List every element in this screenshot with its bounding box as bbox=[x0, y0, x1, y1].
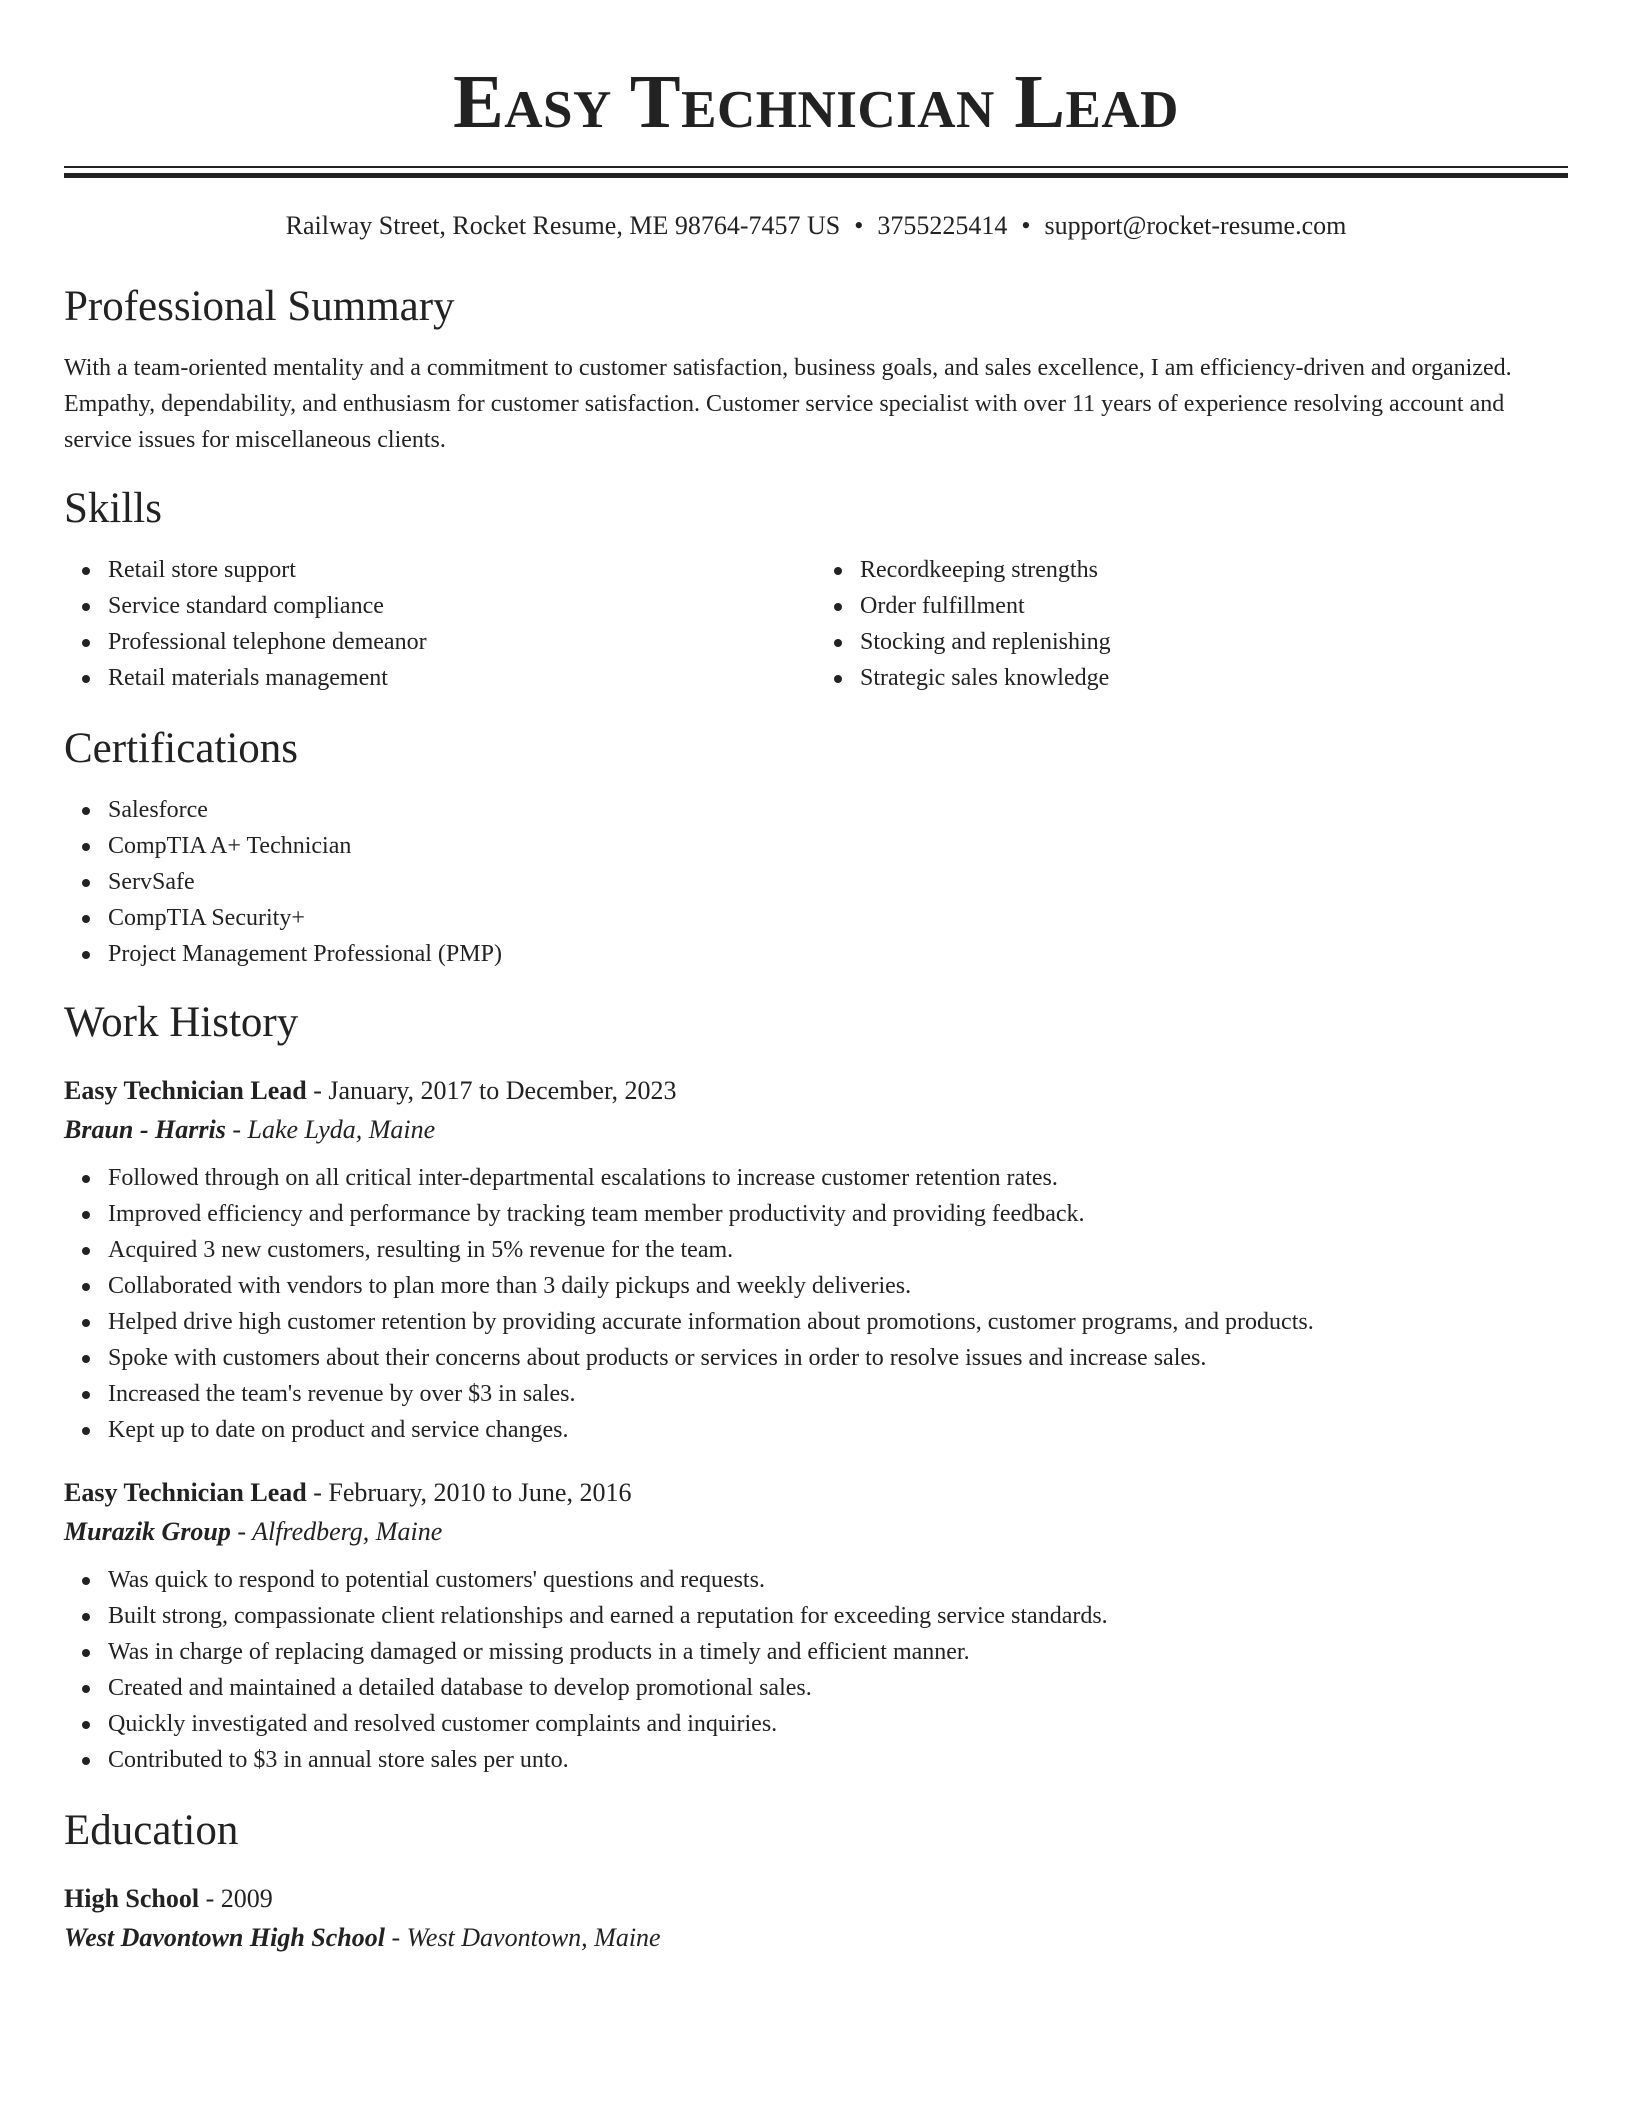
education-degree-line bbox=[64, 1880, 1568, 1918]
skill-item: Order fulfillment bbox=[860, 588, 1568, 624]
skill-item: Service standard compliance bbox=[108, 588, 816, 624]
job-entry bbox=[64, 1072, 1568, 1448]
education-section bbox=[64, 1806, 1568, 1958]
job-duty: Contributed to $3 in annual store sales per unto. bbox=[108, 1742, 1568, 1778]
certifications-section bbox=[64, 724, 1568, 972]
education-year: - 2009 bbox=[199, 1884, 273, 1913]
contact-separator: • bbox=[1021, 211, 1031, 240]
job-title-line bbox=[64, 1072, 1568, 1110]
skills-list-left bbox=[64, 552, 816, 696]
job-duty: Increased the team's revenue by over $3 in sales. bbox=[108, 1376, 1568, 1412]
candidate-name: Easy Technician Lead bbox=[453, 60, 1179, 144]
education-location: - West Davontown, Maine bbox=[384, 1923, 661, 1952]
education-degree: High School bbox=[64, 1884, 200, 1913]
header-divider bbox=[64, 166, 1568, 178]
job-company-line bbox=[64, 1110, 1568, 1150]
job-title-line bbox=[64, 1474, 1568, 1512]
contact-address: Railway Street, Rocket Resume, ME 98764-7457 US bbox=[285, 211, 841, 240]
job-duties-list bbox=[64, 1160, 1568, 1448]
skill-item: Strategic sales knowledge bbox=[860, 660, 1568, 696]
summary-heading: Professional Summary bbox=[64, 283, 455, 330]
skills-section bbox=[64, 484, 1568, 696]
job-duty: Helped drive high customer retention by providing accurate information about promotions, customer programs, and products. bbox=[108, 1304, 1568, 1340]
certifications-list bbox=[64, 792, 1568, 972]
certifications-heading: Certifications bbox=[64, 725, 299, 772]
skill-item: Professional telephone demeanor bbox=[108, 624, 816, 660]
work-history-section bbox=[64, 998, 1568, 1778]
job-company-line bbox=[64, 1512, 1568, 1552]
skill-item: Retail store support bbox=[108, 552, 816, 588]
contact-line bbox=[64, 210, 1568, 242]
education-school-line bbox=[64, 1918, 1568, 1958]
job-duty: Kept up to date on product and service changes. bbox=[108, 1412, 1568, 1448]
work-history-heading: Work History bbox=[64, 999, 299, 1046]
job-duty: Followed through on all critical inter-departmental escalations to increase customer retention rates. bbox=[108, 1160, 1568, 1196]
job-duties-list bbox=[64, 1562, 1568, 1778]
certification-item: ServSafe bbox=[108, 864, 1568, 900]
summary-text: With a team-oriented mentality and a commitment to customer satisfaction, business goals, and sales excellence, I am efficiency-driven and organized. Empathy, dependability, and enthusiasm for customer satisfaction. Customer service specialist with over 11 years of experience resolving account and service issues for miscellaneous clients. bbox=[64, 355, 1512, 453]
skill-item: Stocking and replenishing bbox=[860, 624, 1568, 660]
resume-page bbox=[64, 0, 1568, 1958]
job-duty: Quickly investigated and resolved customer complaints and inquiries. bbox=[108, 1706, 1568, 1742]
job-duty: Collaborated with vendors to plan more than 3 daily pickups and weekly deliveries. bbox=[108, 1268, 1568, 1304]
job-dates: - January, 2017 to December, 2023 bbox=[306, 1076, 677, 1105]
contact-email: support@rocket-resume.com bbox=[1044, 211, 1347, 240]
education-school: West Davontown High School bbox=[64, 1923, 385, 1952]
certification-item: CompTIA Security+ bbox=[108, 900, 1568, 936]
certification-item: CompTIA A+ Technician bbox=[108, 828, 1568, 864]
skill-item: Recordkeeping strengths bbox=[860, 552, 1568, 588]
job-duty: Created and maintained a detailed database to develop promotional sales. bbox=[108, 1670, 1568, 1706]
certification-item: Salesforce bbox=[108, 792, 1568, 828]
job-duty: Was quick to respond to potential customers' questions and requests. bbox=[108, 1562, 1568, 1598]
job-duty: Spoke with customers about their concerns about products or services in order to resolve issues and increase sales. bbox=[108, 1340, 1568, 1376]
contact-separator: • bbox=[854, 211, 864, 240]
job-duty: Improved efficiency and performance by tracking team member productivity and providing feedback. bbox=[108, 1196, 1568, 1232]
job-dates: - February, 2010 to June, 2016 bbox=[306, 1478, 632, 1507]
job-duty: Built strong, compassionate client relationships and earned a reputation for exceeding service standards. bbox=[108, 1598, 1568, 1634]
header-divider-thick bbox=[64, 173, 1568, 178]
job-duty: Acquired 3 new customers, resulting in 5% revenue for the team. bbox=[108, 1232, 1568, 1268]
job-duty: Was in charge of replacing damaged or missing products in a timely and efficient manner. bbox=[108, 1634, 1568, 1670]
contact-phone: 3755225414 bbox=[877, 211, 1008, 240]
job-location: - Lake Lyda, Maine bbox=[225, 1115, 436, 1144]
job-title: Easy Technician Lead bbox=[64, 1076, 307, 1105]
certification-item: Project Management Professional (PMP) bbox=[108, 936, 1568, 972]
education-heading: Education bbox=[64, 1807, 239, 1854]
skills-list-right bbox=[816, 552, 1568, 696]
skills-grid bbox=[64, 552, 1568, 696]
job-company: Murazik Group bbox=[64, 1517, 231, 1546]
job-entry bbox=[64, 1474, 1568, 1778]
skills-heading: Skills bbox=[64, 485, 162, 532]
job-company: Braun - Harris bbox=[64, 1115, 226, 1144]
summary-section bbox=[64, 282, 1568, 458]
job-title: Easy Technician Lead bbox=[64, 1478, 307, 1507]
job-location: - Alfredberg, Maine bbox=[230, 1517, 443, 1546]
skill-item: Retail materials management bbox=[108, 660, 816, 696]
header-divider-thin bbox=[64, 166, 1568, 168]
